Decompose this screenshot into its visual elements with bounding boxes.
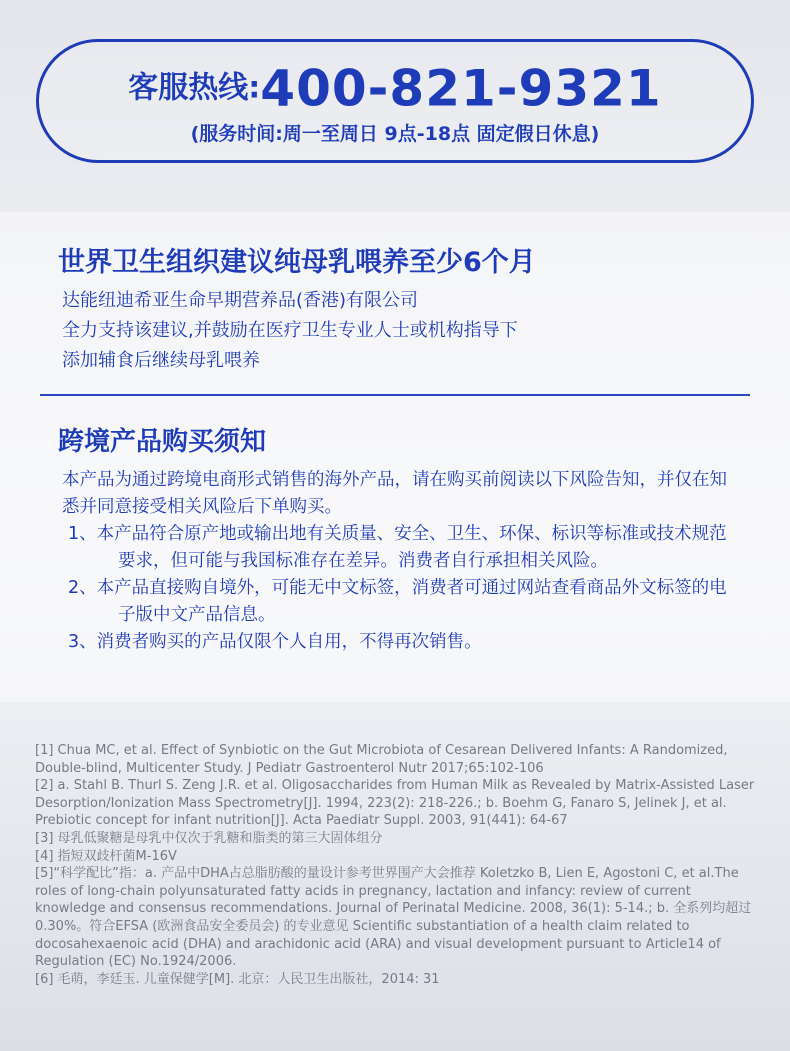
reference-item: [2] a. Stahl B. Thurl S. Zeng J.R. et al. Oligosaccharides from Human Milk as Revealed by Matrix-Assisted Laser Desorption/Ionization Mass Spectrometry[J]. 1994, 223(2): 218-226.; b. Boehm G, Fanaro S, Jelinek J, et al. Prebiotic concept for infant nutrition[J]. Acta Paediatr Suppl. 2003, 91(441): 64-67 [35, 778, 755, 829]
notice-intro: 本产品为通过跨境电商形式销售的海外产品，请在购买前阅读以下风险告知，并仅在知悉并同意接受相关风险后下单购买。 [62, 470, 727, 517]
who-recommendation-title: 世界卫生组织建议纯母乳喂养至少6个月 [58, 247, 536, 278]
who-line: 全力支持该建议,并鼓励在医疗卫生专业人士或机构指导下 [62, 320, 518, 341]
reference-item: [1] Chua MC, et al. Effect of Synbiotic on the Gut Microbiota of Cesarean Delivered Infants: A Randomized, Double-blind, Multicenter Study. J Pediatr Gastroenterol Nutr 2017;65:102-106 [35, 743, 728, 776]
reference-item: [5]“科学配比”指：a. 产品中DHA占总脂肪酸的量设计参考世界围产大会推荐 Koletzko B, Lien E, Agostoni C, et al.The roles of long-chain polyunsaturated fatty acids in pregnancy, lactation and infancy: review of current knowledge and consensus recommendations. Journal of Perinatal Medicine. 2008, 36(1): 5-14.; b. 全系列均超过0.30%。符合EFSA (欧洲食品安全委员会) 的专业意见 Scientific substantiation of a health claim related to docosahexaenoic acid (DHA) and arachidonic acid (ARA) and visual development pursuant to Article14 of Regulation (EC) No.1924/2006. [35, 866, 752, 970]
hotline-main [39, 60, 751, 117]
reference-item: [6] 毛萌，李廷玉. 儿童保健学[M]. 北京：人民卫生出版社，2014: 31 [35, 971, 440, 987]
notice-title: 跨境产品购买须知 [58, 427, 267, 457]
hotline-hours: (服务时间:周一至周日 9点-18点 固定假日休息) [190, 122, 600, 145]
notice-body [62, 467, 742, 656]
who-line: 达能纽迪希亚生命早期营养品(香港)有限公司 [62, 290, 419, 311]
section-divider [40, 394, 750, 396]
hotline-label: 客服热线: [128, 70, 261, 106]
notice-item: 3、消费者购买的产品仅限个人自用，不得再次销售。 [68, 632, 482, 652]
who-statement [62, 286, 518, 376]
notice-item: 2、本产品直接购自境外，可能无中文标签，消费者可通过网站查看商品外文标签的电子版中文产品信息。 [68, 578, 727, 625]
hotline-box [36, 39, 754, 163]
who-line: 添加辅食后继续母乳喂养 [62, 350, 260, 371]
notice-item: 1、本产品符合原产地或输出地有关质量、安全、卫生、环保、标识等标准或技术规范要求，但可能与我国标准存在差异。消费者自行承担相关风险。 [68, 524, 727, 571]
reference-item: [3] 母乳低聚糖是母乳中仅次于乳糖和脂类的第三大固体组分 [35, 830, 383, 846]
references [35, 742, 760, 988]
reference-item: [4] 指短双歧杆菌M-16V [35, 848, 177, 864]
hotline-number: 400-821-9321 [260, 59, 662, 118]
